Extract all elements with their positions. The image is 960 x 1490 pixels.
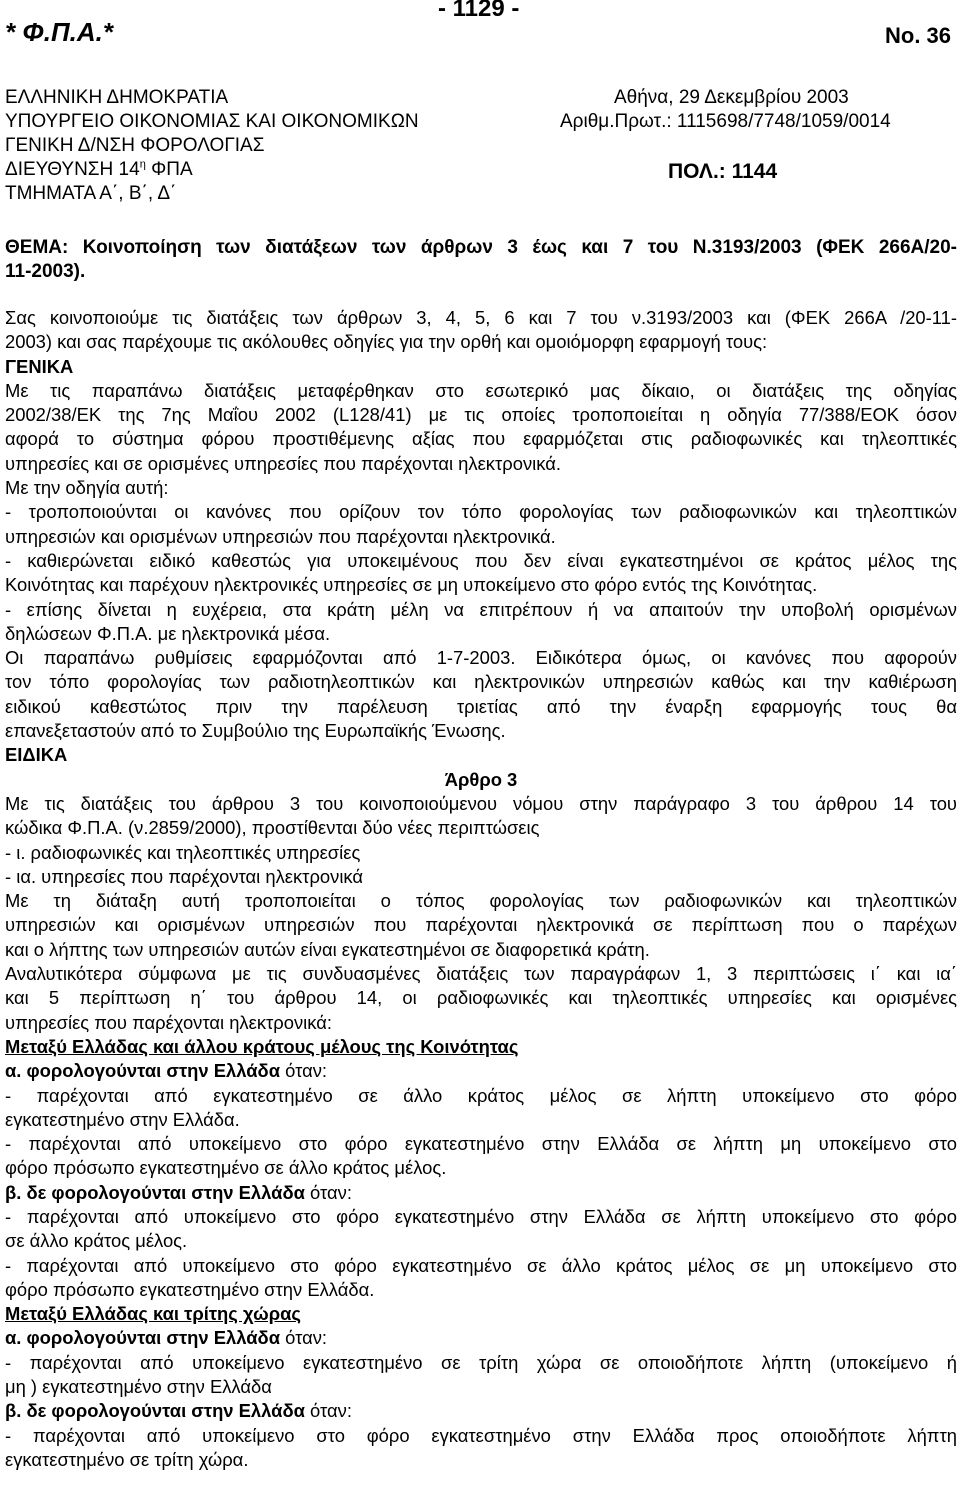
body-line: - παρέχονται από υποκείμενο εγκατεστημένο σε τρίτη χώρα σε οποιοδήποτε λήπτη (υποκείμενο ή [5,1351,957,1373]
article-heading: Άρθρο 3 [444,768,518,790]
page-number: - 1129 - [438,0,520,22]
body-line: Με τις διατάξεις του άρθρου 3 του κοινοποιούμενου νόμου στην παράγραφο 3 του άρθρου 14 του [5,792,957,814]
body-line: Οι παραπάνω ρυθμίσεις εφαρμόζονται από 1-7-2003. Ειδικότερα όμως, οι κανόνες που αφορούν [5,647,957,669]
header-tax-code-text: * Φ.Π.Α.* [5,17,113,47]
clause-a-rest: όταν: [280,1060,328,1082]
clause-a-taxed [5,1326,957,1350]
body-line: κώδικα Φ.Π.Α. (ν.2859/2000), προστίθενται δύο νέες περιπτώσεις [5,817,540,839]
body-line: - τροποποιούνται οι κανόνες που ορίζουν τον τόπο φορολογίας των ραδιοφωνικών και τηλεοπτικών [5,501,957,523]
body-line: - παρέχονται από υποκείμενο στο φόρο εγκατεστημένο στην Ελλάδα σε λήπτη μη υποκείμενο στο [5,1133,957,1155]
body-line: - ι. ραδιοφωνικές και τηλεοπτικές υπηρεσίες [5,841,361,863]
subject-line-2: 11-2003). [5,261,86,282]
protocol-line: Αριθμ.Πρωτ.: 1115698/7748/1059/0014 [560,111,891,132]
clause-a-label: α. φορολογούνται στην Ελλάδα [5,1327,280,1349]
body-line: Με την οδηγία αυτή: [5,477,169,499]
clause-b-not-taxed [5,1181,957,1205]
body-line: Με τις παραπάνω διατάξεις μεταφέρθηκαν στο εσωτερικό μας δίκαιο, οι διατάξεις της οδηγίας [5,379,957,401]
body-line: και 5 περίπτωση η΄ του άρθρου 14, οι ραδιοφωνικές και τηλεοπτικές υπηρεσίες και ορισμένες [5,987,957,1009]
body-line: επανεξεταστούν από το Συμβούλιο της Ευρωπαϊκής Ένωσης. [5,720,506,742]
body-line: - επίσης δίνεται η ευχέρεια, στα κράτη μέλη να επιτρέπουν ή να απαιτούν την υποβολή ορισμένων [5,598,957,620]
clause-a-rest: όταν: [280,1327,328,1349]
clause-b-not-taxed [5,1399,957,1423]
body-line: ειδικού καθεστώτος πριν την παρέλευση τριετίας από την έναρξη εφαρμογής τους θα [5,695,957,717]
header-tax-code [5,17,113,47]
body-line: υπηρεσίες και σε ορισμένες υπηρεσίες που παρέχονται ηλεκτρονικά. [5,452,561,474]
sender-line-4 [5,158,193,182]
body-line: - παρέχονται από υποκείμενο στο φόρο εγκατεστημένο σε άλλο κράτος μέλος σε μη υποκείμενο στο [5,1254,957,1276]
letter-body [5,306,957,1472]
body-line: τον τόπο φορολογίας των ραδιοτηλεοπτικών και ηλεκτρονικών υπηρεσιών καθώς και την καθιέρωση [5,671,957,693]
sender-line-2: ΥΠΟΥΡΓΕΙΟ ΟΙΚΟΝΟΜΙΑΣ ΚΑΙ ΟΙΚΟΝΟΜΙΚΩΝ [5,111,419,132]
clause-a-taxed [5,1059,957,1083]
date-line: Αθήνα, 29 Δεκεμβρίου 2003 [614,87,849,108]
body-line: και ο λήπτης των υπηρεσιών αυτών είναι εγκατεστημένοι σε διαφορετικά κράτη. [5,938,650,960]
body-line: Σας κοινοποιούμε τις διατάξεις των άρθρων 3, 4, 5, 6 και 7 του ν.3193/2003 και (ΦΕΚ 266Α /20-11- [5,307,957,328]
body-line: Αναλυτικότερα σύμφωνα με τις συνδυασμένες διατάξεις των παραγράφων 1, 3 περιπτώσεις ι΄ και ια΄ [5,963,957,985]
sender-line-4-post: ΦΠΑ [145,159,193,180]
sender-line-4-sup: η [139,158,146,171]
subheading-third-country: Μεταξύ Ελλάδας και τρίτης χώρας [5,1303,301,1325]
clause-b-label: β. δε φορολογούνται στην Ελλάδα [5,1400,305,1422]
body-line: δηλώσεων Φ.Π.Α. με ηλεκτρονικά μέσα. [5,622,331,644]
body-line: - ια. υπηρεσίες που παρέχονται ηλεκτρονικά [5,865,364,887]
body-line: Κοινότητας και παρέχουν ηλεκτρονικές υπηρεσίες σε μη υποκείμενο στο φόρο εντός της Κοινότητας. [5,574,818,596]
clause-b-label: β. δε φορολογούνται στην Ελλάδα [5,1181,305,1203]
body-line: μη ) εγκατεστημένο στην Ελλάδα [5,1376,272,1398]
sender-line-5: ΤΜΗΜΑΤΑ Α΄, Β΄, Δ΄ [5,183,177,204]
body-line: υπηρεσίες που παρέχονται ηλεκτρονικά: [5,1011,332,1033]
issue-number: No. 36 [885,23,952,48]
sender-line-3: ΓΕΝΙΚΗ Δ/ΝΣΗ ΦΟΡΟΛΟΓΙΑΣ [5,135,265,156]
body-line: αφορά το σύστημα φόρου προστιθέμενης αξίας που εφαρμόζεται στις ραδιοφωνικές και τηλεοπτικές [5,428,957,450]
body-line: 2003) και σας παρέχουμε τις ακόλουθες οδηγίες για την ορθή και ομοιόμορφη εφαρμογή τους: [5,331,768,353]
body-line: - παρέχονται από υποκείμενο στο φόρο εγκατεστημένο στην Ελλάδα προς οποιοδήποτε λήπτη [5,1424,957,1446]
sender-line-1: ΕΛΛΗΝΙΚΗ ΔΗΜΟΚΡΑΤΙΑ [5,87,229,108]
pol-number: ΠΟΛ.: 1144 [668,160,778,183]
body-line: σε άλλο κράτος μέλος. [5,1230,188,1252]
section-heading-specific: ΕΙΔΙΚΑ [5,744,68,766]
clause-b-rest: όταν: [304,1400,352,1422]
section-heading-general: ΓΕΝΙΚΑ [5,355,74,377]
subheading-eu: Μεταξύ Ελλάδας και άλλου κράτους μέλους της Κοινότητας [5,1035,519,1057]
body-line: εγκατεστημένο στην Ελλάδα. [5,1108,240,1130]
body-line: 2002/38/ΕΚ της 7ης Μαΐου 2002 (L128/41) με τις οποίες τροποποιείται η οδηγία 77/388/ΕΟΚ όσον [5,404,957,426]
body-line: - παρέχονται από εγκατεστημένο σε άλλο κράτος μέλος σε λήπτη υποκείμενο στο φόρο [5,1084,957,1106]
body-line: υπηρεσιών και ορισμένων υπηρεσιών που παρέχονται ηλεκτρονικά σε περίπτωση που ο παρέχων [5,914,957,936]
sender-line-4-pre: ΔΙΕΥΘΥΝΣΗ 14 [5,159,140,180]
body-line: - καθιερώνεται ειδικό καθεστώς για υποκειμένους που δεν είναι εγκατεστημένοι σε κράτος μέλος της [5,549,957,571]
body-line: φόρο πρόσωπο εγκατεστημένο στην Ελλάδα. [5,1278,375,1300]
subject-line-1: ΘΕΜΑ: Κοινοποίηση των διατάξεων των άρθρων 3 έως και 7 του Ν.3193/2003 (ΦΕΚ 266Α/20- [5,237,957,258]
body-line: φόρο πρόσωπο εγκατεστημένο σε άλλο κράτος μέλος. [5,1157,447,1179]
clause-a-label: α. φορολογούνται στην Ελλάδα [5,1060,280,1082]
body-line: εγκατεστημένο σε τρίτη χώρα. [5,1448,249,1470]
body-line: - παρέχονται από υποκείμενο στο φόρο εγκατεστημένο στην Ελλάδα σε λήπτη υποκείμενο στο φόρο [5,1205,957,1227]
clause-b-rest: όταν: [304,1181,352,1203]
body-line: Με τη διάταξη αυτή τροποποιείται ο τόπος φορολογίας των ραδιοφωνικών και τηλεοπτικών [5,890,957,912]
body-line: υπηρεσιών και ορισμένων υπηρεσιών που παρέχονται ηλεκτρονικά. [5,525,556,547]
